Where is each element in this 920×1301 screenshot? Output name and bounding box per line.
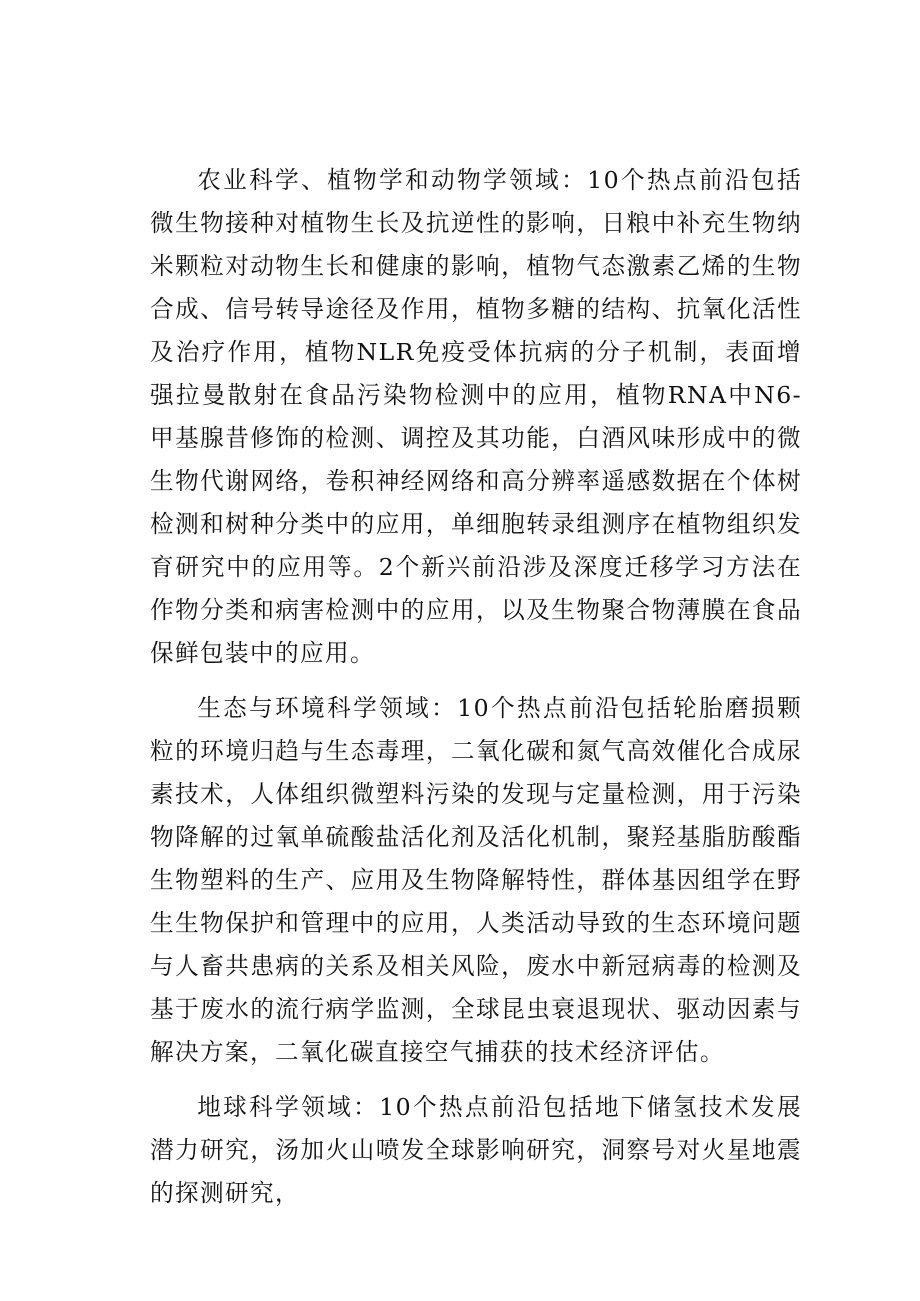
paragraph-agriculture: 农业科学、植物学和动物学领域：10个热点前沿包括微生物接种对植物生长及抗逆性的影响，日粮中补充生物纳米颗粒对动物生长和健康的影响，植物气态激素乙烯的生物合成、信号转导途径及作用，植物多糖的结构、抗氧化活性及治疗作用，植物NLR免疫受体抗病的分子机制，表面增强拉曼散射在食品污染物检测中的应用，植物RNA中N6-甲基腺昔修饰的检测、调控及其功能，白酒风味形成中的微生物代谢网络，卷积神经网络和高分辨率遥感数据在个体树检测和树种分类中的应用，单细胞转录组测序在植物组织发育研究中的应用等。2个新兴前沿涉及深度迁移学习方法在作物分类和病害检测中的应用，以及生物聚合物薄膜在食品保鲜包装中的应用。 — [150, 166, 802, 667]
paragraph-earth-science: 地球科学领域：10个热点前沿包括地下储氢技术发展潜力研究，汤加火山喷发全球影响研究，洞察号对火星地震的探测研究， — [150, 1093, 802, 1207]
document-body — [150, 159, 802, 1227]
paragraph-ecology-environment: 生态与环境科学领域：10个热点前沿包括轮胎磨损颗粒的环境归趋与生态毒理，二氧化碳和氮气高效催化合成尿素技术，人体组织微塑料污染的发现与定量检测，用于污染物降解的过氧单硫酸盐活化剂及活化机制，聚羟基脂肪酸酯生物塑料的生产、应用及生物降解特性，群体基因组学在野生生物保护和管理中的应用，人类活动导致的生态环境问题与人畜共患病的关系及相关风险，废水中新冠病毒的检测及基于废水的流行病学监测，全球昆虫衰退现状、驱动因素与解决方案，二氧化碳直接空气捕获的技术经济评估。 — [150, 694, 802, 1066]
